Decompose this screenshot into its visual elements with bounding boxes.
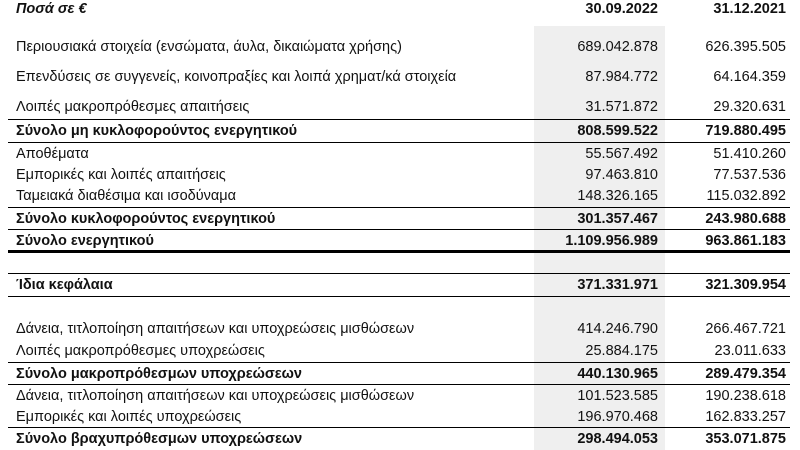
row-label: Δάνεια, τιτλοποίηση απαιτήσεων και υποχρεώσεις μισθώσεων — [16, 321, 415, 337]
row-value-2022: 440.130.965 — [577, 366, 658, 382]
row-value-2022: 196.970.468 — [577, 409, 658, 425]
row-value-2022: 301.357.467 — [577, 211, 658, 227]
row-value-2022: 97.463.810 — [585, 167, 658, 183]
row-value-2021: 190.238.618 — [705, 388, 786, 404]
table-row — [8, 406, 790, 428]
subtotal-row — [8, 208, 790, 230]
subtotal-row — [8, 363, 790, 385]
table-row — [8, 340, 790, 362]
subtotal-row — [8, 274, 790, 296]
row-value-2022: 55.567.492 — [585, 146, 658, 162]
row-value-2022: 87.984.772 — [585, 69, 658, 85]
row-value-2022: 298.494.053 — [577, 431, 658, 447]
row-label: Εμπορικές και λοιπές απαιτήσεις — [16, 167, 226, 183]
table-header — [8, 0, 790, 20]
row-value-2021: 64.164.359 — [713, 69, 786, 85]
row-label: Ταμειακά διαθέσιμα και ισοδύναμα — [16, 188, 237, 204]
row-value-2022: 101.523.585 — [577, 388, 658, 404]
table-row — [8, 143, 790, 165]
row-value-2021: 321.309.954 — [705, 277, 786, 293]
table-row — [8, 96, 790, 118]
header-amounts-label: Ποσά σε € — [16, 1, 87, 17]
header-date-2021: 31.12.2021 — [713, 1, 786, 17]
total-row — [8, 230, 790, 252]
row-label: Εμπορικές και λοιπές υποχρεώσεις — [16, 409, 242, 425]
row-label: Λοιπές μακροπρόθεσμες απαιτήσεις — [16, 99, 250, 115]
divider — [8, 296, 790, 297]
row-label: Λοιπές μακροπρόθεσμες υποχρεώσεις — [16, 343, 265, 359]
row-value-2021: 115.032.892 — [706, 188, 786, 204]
table-row — [8, 318, 790, 340]
subtotal-row — [8, 428, 790, 450]
thick-divider — [8, 250, 790, 253]
table-row — [8, 36, 790, 58]
row-value-2022: 371.331.971 — [577, 277, 658, 293]
row-label: Σύνολο μη κυκλοφορούντος ενεργητικού — [16, 123, 298, 139]
row-label: Δάνεια, τιτλοποίηση απαιτήσεων και υποχρεώσεις μισθώσεων — [16, 388, 415, 404]
row-value-2021: 626.395.505 — [705, 39, 786, 55]
row-value-2022: 31.571.872 — [585, 99, 658, 115]
row-value-2022: 148.326.165 — [577, 188, 658, 204]
row-value-2021: 243.980.688 — [705, 211, 786, 227]
row-label: Σύνολο βραχυπρόθεσμων υποχρεώσεων — [16, 431, 303, 447]
table-row — [8, 164, 790, 186]
subtotal-row — [8, 120, 790, 142]
row-value-2021: 77.537.536 — [713, 167, 786, 183]
row-value-2021: 963.861.183 — [705, 233, 786, 249]
header-date-2022: 30.09.2022 — [585, 1, 658, 17]
row-value-2022: 808.599.522 — [577, 123, 658, 139]
row-value-2022: 689.042.878 — [577, 39, 658, 55]
row-value-2022: 1.109.956.989 — [565, 233, 658, 249]
row-value-2021: 29.320.631 — [713, 99, 786, 115]
row-value-2021: 23.011.633 — [714, 343, 786, 359]
table-row — [8, 185, 790, 207]
row-value-2021: 353.071.875 — [705, 431, 786, 447]
row-value-2021: 719.880.495 — [705, 123, 786, 139]
row-value-2021: 162.833.257 — [705, 409, 786, 425]
table-row — [8, 66, 790, 88]
row-value-2021: 51.410.260 — [713, 146, 786, 162]
table-row — [8, 385, 790, 407]
row-label: Αποθέματα — [16, 146, 89, 162]
row-label: Σύνολο ενεργητικού — [16, 233, 154, 249]
row-label: Επενδύσεις σε συγγενείς, κοινοπραξίες και λοιπά χρηματ/κά στοιχεία — [16, 69, 457, 85]
row-value-2022: 414.246.790 — [577, 321, 658, 337]
row-label: Σύνολο κυκλοφορούντος ενεργητικού — [16, 211, 276, 227]
row-value-2021: 289.479.354 — [705, 366, 786, 382]
row-label: Σύνολο μακροπρόθεσμων υποχρεώσεων — [16, 366, 302, 382]
row-value-2022: 25.884.175 — [585, 343, 658, 359]
row-value-2021: 266.467.721 — [705, 321, 786, 337]
row-label: Ίδια κεφάλαια — [16, 277, 113, 293]
row-label: Περιουσιακά στοιχεία (ενσώματα, άυλα, δικαιώματα χρήσης) — [16, 39, 402, 55]
